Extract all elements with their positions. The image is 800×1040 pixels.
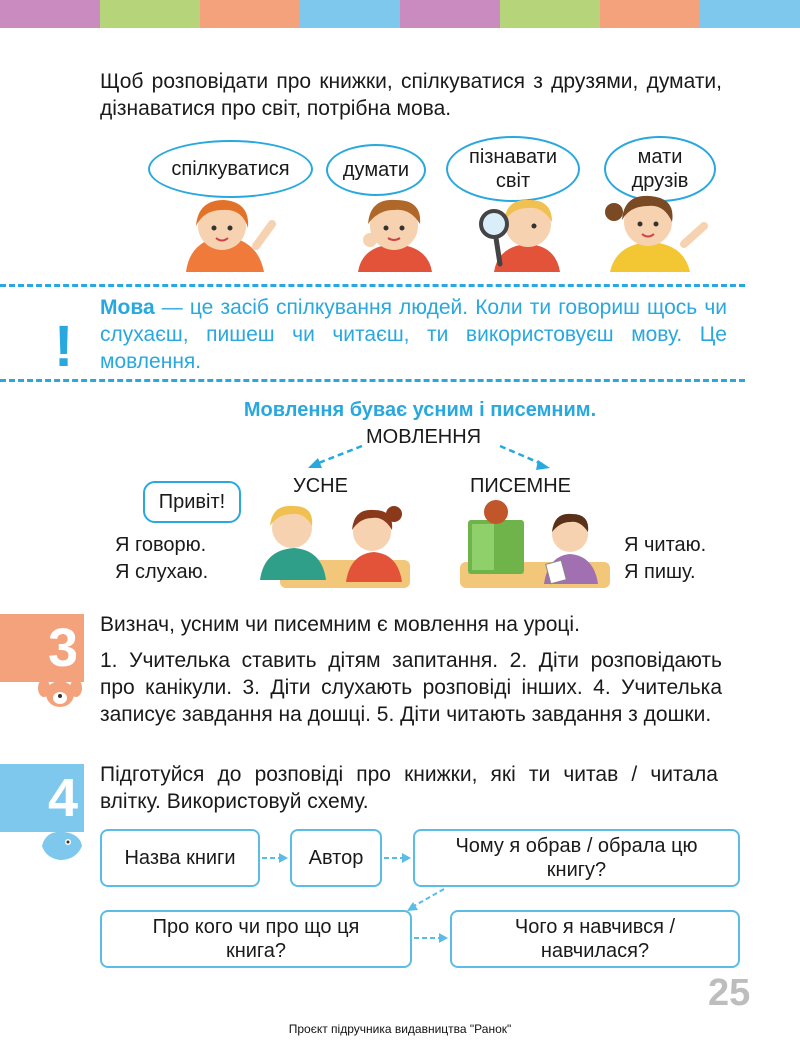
stripe-segment <box>100 0 200 28</box>
girl-illustration <box>172 196 276 272</box>
definition-term: Мова <box>100 296 155 319</box>
oral-line: Я говорю. <box>115 534 207 556</box>
smiling-girl-illustration <box>600 192 710 272</box>
scheme-book-title-box: Назва книги <box>100 829 260 887</box>
task3-question: Визнач, усним чи писемним є мовлення на уроці. <box>100 613 580 636</box>
bubble-friends: мати друзів <box>604 136 716 202</box>
scheme-learned-box: Чого я навчився / навчилася? <box>450 910 740 968</box>
dog-icon <box>38 676 82 710</box>
stripe-segment <box>700 0 800 28</box>
bubble-think: думати <box>326 144 426 196</box>
scheme-why-box: Чому я обрав / обрала цю книгу? <box>413 829 740 887</box>
intro-text: Щоб розповідати про книжки, спілкуватися з друзями, думати, дізнаватися про світ, потрібна мова. <box>100 70 722 120</box>
definition-body: — це засіб спілкування людей. Коли ти говориш щось чи слухаєш, пишеш чи читаєш, ти використовуєш мову. Це мовлення. <box>100 296 727 373</box>
stripe-segment <box>0 0 100 28</box>
bird-icon <box>40 828 84 862</box>
talking-kids-illustration <box>250 500 410 588</box>
footer-note: Проєкт підручника видавництва "Ранок" <box>288 1022 512 1036</box>
thinking-boy-illustration <box>350 194 440 272</box>
stripe-segment <box>200 0 300 28</box>
definition-text <box>100 294 727 375</box>
stripe-segment <box>300 0 400 28</box>
oral-line: Я слухаю. <box>115 561 209 583</box>
bubble-explore: пізнавати світ <box>446 136 580 202</box>
written-line: Я пишу. <box>624 561 696 583</box>
written-line: Я читаю. <box>624 534 707 556</box>
scheme-author-box: Автор <box>290 829 382 887</box>
magnifier-boy-illustration <box>476 192 560 272</box>
color-stripe-bar <box>0 0 800 28</box>
stripe-segment <box>500 0 600 28</box>
oral-actions <box>115 532 208 586</box>
page-number: 25 <box>708 972 751 1014</box>
reading-kids-illustration <box>460 500 610 590</box>
scheme-about-box: Про кого чи про що ця книга? <box>100 910 412 968</box>
speech-root-label: МОВЛЕННЯ <box>366 426 482 448</box>
exclamation-icon: ! <box>54 314 74 379</box>
written-label: ПИСЕМНЕ <box>470 475 571 497</box>
oral-label: УСНЕ <box>293 475 348 497</box>
dashed-divider-bottom <box>0 379 745 382</box>
task4-question: Підготуйся до розповіді про книжки, які ти читав / читала влітку. Використовуй схему. <box>100 763 718 813</box>
written-actions <box>624 532 706 586</box>
bubble-communicate: спілкуватися <box>148 140 313 198</box>
branch-arrows <box>300 440 560 474</box>
speech-heading: Мовлення буває усним і писемним. <box>243 399 597 421</box>
stripe-segment <box>400 0 500 28</box>
task-number-4: 4 <box>0 764 84 832</box>
stripe-segment <box>600 0 700 28</box>
greeting-bubble: Привіт! <box>143 481 241 523</box>
task3-items: 1. Учителька ставить дітям запитання. 2. Діти розповідають про канікули. 3. Діти слухають розповіді інших. 4. Учителька записує завдання на дошці. 5. Діти читають завдання з дошки. <box>100 649 722 726</box>
dashed-divider-top <box>0 284 745 287</box>
task-number-3: 3 <box>0 614 84 682</box>
